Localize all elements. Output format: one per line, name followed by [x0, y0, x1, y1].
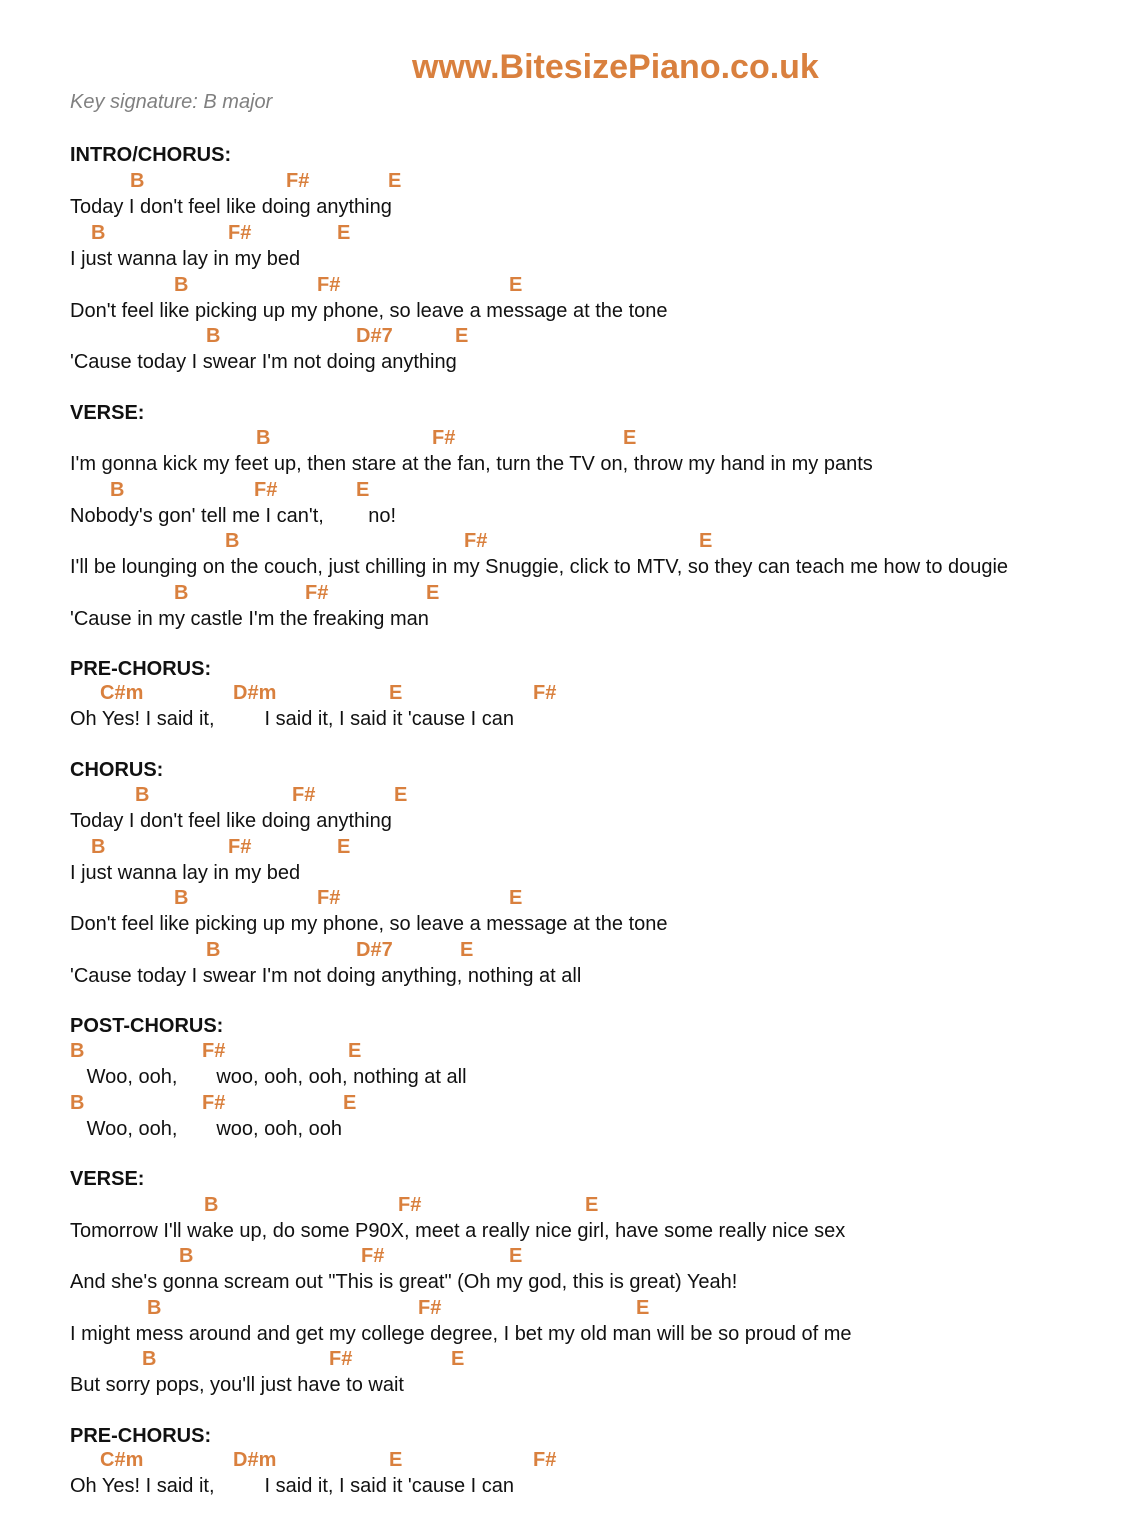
chord-label: E [455, 325, 469, 347]
section-heading: CHORUS: [70, 759, 164, 781]
chord-label: F# [361, 1245, 385, 1267]
chord-label: E [509, 274, 523, 296]
lyric-line: Oh Yes! I said it, I said it, I said it 'cause I can [70, 708, 515, 730]
chord-label: B [110, 479, 125, 501]
chord-label: C#m [100, 1449, 144, 1471]
chord-label: F# [305, 582, 329, 604]
chord-label: B [135, 784, 150, 806]
chord-label: B [206, 325, 221, 347]
section-heading: POST-CHORUS: [70, 1015, 224, 1037]
chord-label: B [256, 427, 271, 449]
chord-label: E [389, 682, 403, 704]
lyric-line: Woo, ooh, woo, ooh, ooh, nothing at all [70, 1066, 467, 1088]
chord-label: F# [202, 1092, 226, 1114]
chord-label: B [147, 1297, 162, 1319]
chord-label: F# [329, 1348, 353, 1370]
lyric-line: Nobody's gon' tell me I can't, no! [70, 505, 397, 527]
lyric-line: I might mess around and get my college degree, I bet my old man will be so proud of me [70, 1323, 852, 1345]
chord-label: B [204, 1194, 219, 1216]
chord-label: E [343, 1092, 357, 1114]
chord-label: E [337, 222, 351, 244]
lyric-line: 'Cause today I swear I'm not doing anything, nothing at all [70, 965, 582, 987]
lyric-line: Don't feel like picking up my phone, so leave a message at the tone [70, 913, 668, 935]
chord-label: E [389, 1449, 403, 1471]
chord-label: E [388, 170, 402, 192]
chord-label: D#7 [356, 939, 393, 961]
chord-label: B [179, 1245, 194, 1267]
chord-label: B [70, 1040, 85, 1062]
chord-label: D#m [233, 682, 277, 704]
chord-label: E [460, 939, 474, 961]
lyric-line: I just wanna lay in my bed [70, 862, 301, 884]
chord-label: B [174, 582, 189, 604]
lyric-line: Tomorrow I'll wake up, do some P90X, meet a really nice girl, have some really nice sex [70, 1220, 846, 1242]
chord-label: B [206, 939, 221, 961]
lyric-line: 'Cause today I swear I'm not doing anything [70, 351, 457, 373]
chord-label: F# [398, 1194, 422, 1216]
chord-label: F# [202, 1040, 226, 1062]
chord-label: B [91, 222, 106, 244]
chord-label: E [509, 887, 523, 909]
chord-label: B [142, 1348, 157, 1370]
chord-label: F# [286, 170, 310, 192]
lyric-line: But sorry pops, you'll just have to wait [70, 1374, 404, 1396]
chord-label: F# [533, 1449, 557, 1471]
chord-label: E [356, 479, 370, 501]
lyric-line: Today I don't feel like doing anything [70, 196, 392, 218]
chord-label: F# [254, 479, 278, 501]
chord-label: F# [464, 530, 488, 552]
chord-label: D#7 [356, 325, 393, 347]
chord-label: E [636, 1297, 650, 1319]
key-signature: Key signature: B major [70, 91, 273, 113]
chord-label: B [130, 170, 145, 192]
section-heading: PRE-CHORUS: [70, 658, 212, 680]
chord-label: F# [533, 682, 557, 704]
lyric-line: I just wanna lay in my bed [70, 248, 301, 270]
chord-label: C#m [100, 682, 144, 704]
chord-label: F# [432, 427, 456, 449]
chord-label: B [174, 887, 189, 909]
chord-label: E [394, 784, 408, 806]
chord-label: B [91, 836, 106, 858]
lyric-line: 'Cause in my castle I'm the freaking man [70, 608, 429, 630]
chord-label: F# [292, 784, 316, 806]
chord-label: E [585, 1194, 599, 1216]
chord-label: B [225, 530, 240, 552]
section-heading: VERSE: [70, 1168, 145, 1190]
chord-label: F# [317, 274, 341, 296]
chord-label: F# [418, 1297, 442, 1319]
lyric-line: Don't feel like picking up my phone, so leave a message at the tone [70, 300, 668, 322]
site-title: www.BitesizePiano.co.uk [412, 48, 819, 86]
lyric-line: I'm gonna kick my feet up, then stare at the fan, turn the TV on, throw my hand in my pants [70, 453, 873, 475]
lyric-line: Today I don't feel like doing anything [70, 810, 392, 832]
lyric-line: Woo, ooh, woo, ooh, ooh [70, 1118, 343, 1140]
chord-label: E [699, 530, 713, 552]
chord-label: F# [228, 222, 252, 244]
chord-label: B [70, 1092, 85, 1114]
section-heading: INTRO/CHORUS: [70, 144, 232, 166]
chord-label: E [509, 1245, 523, 1267]
lyric-line: I'll be lounging on the couch, just chilling in my Snuggie, click to MTV, so they can teach me how to dougie [70, 556, 1009, 578]
section-heading: PRE-CHORUS: [70, 1425, 212, 1447]
chord-label: B [174, 274, 189, 296]
chord-label: E [623, 427, 637, 449]
chord-label: E [426, 582, 440, 604]
chord-label: E [451, 1348, 465, 1370]
section-heading: VERSE: [70, 402, 145, 424]
chord-label: F# [317, 887, 341, 909]
chord-label: D#m [233, 1449, 277, 1471]
chord-label: F# [228, 836, 252, 858]
chord-label: E [337, 836, 351, 858]
lyric-line: Oh Yes! I said it, I said it, I said it 'cause I can [70, 1475, 515, 1497]
lyric-line: And she's gonna scream out "This is great" (Oh my god, this is great) Yeah! [70, 1271, 738, 1293]
chord-label: E [348, 1040, 362, 1062]
